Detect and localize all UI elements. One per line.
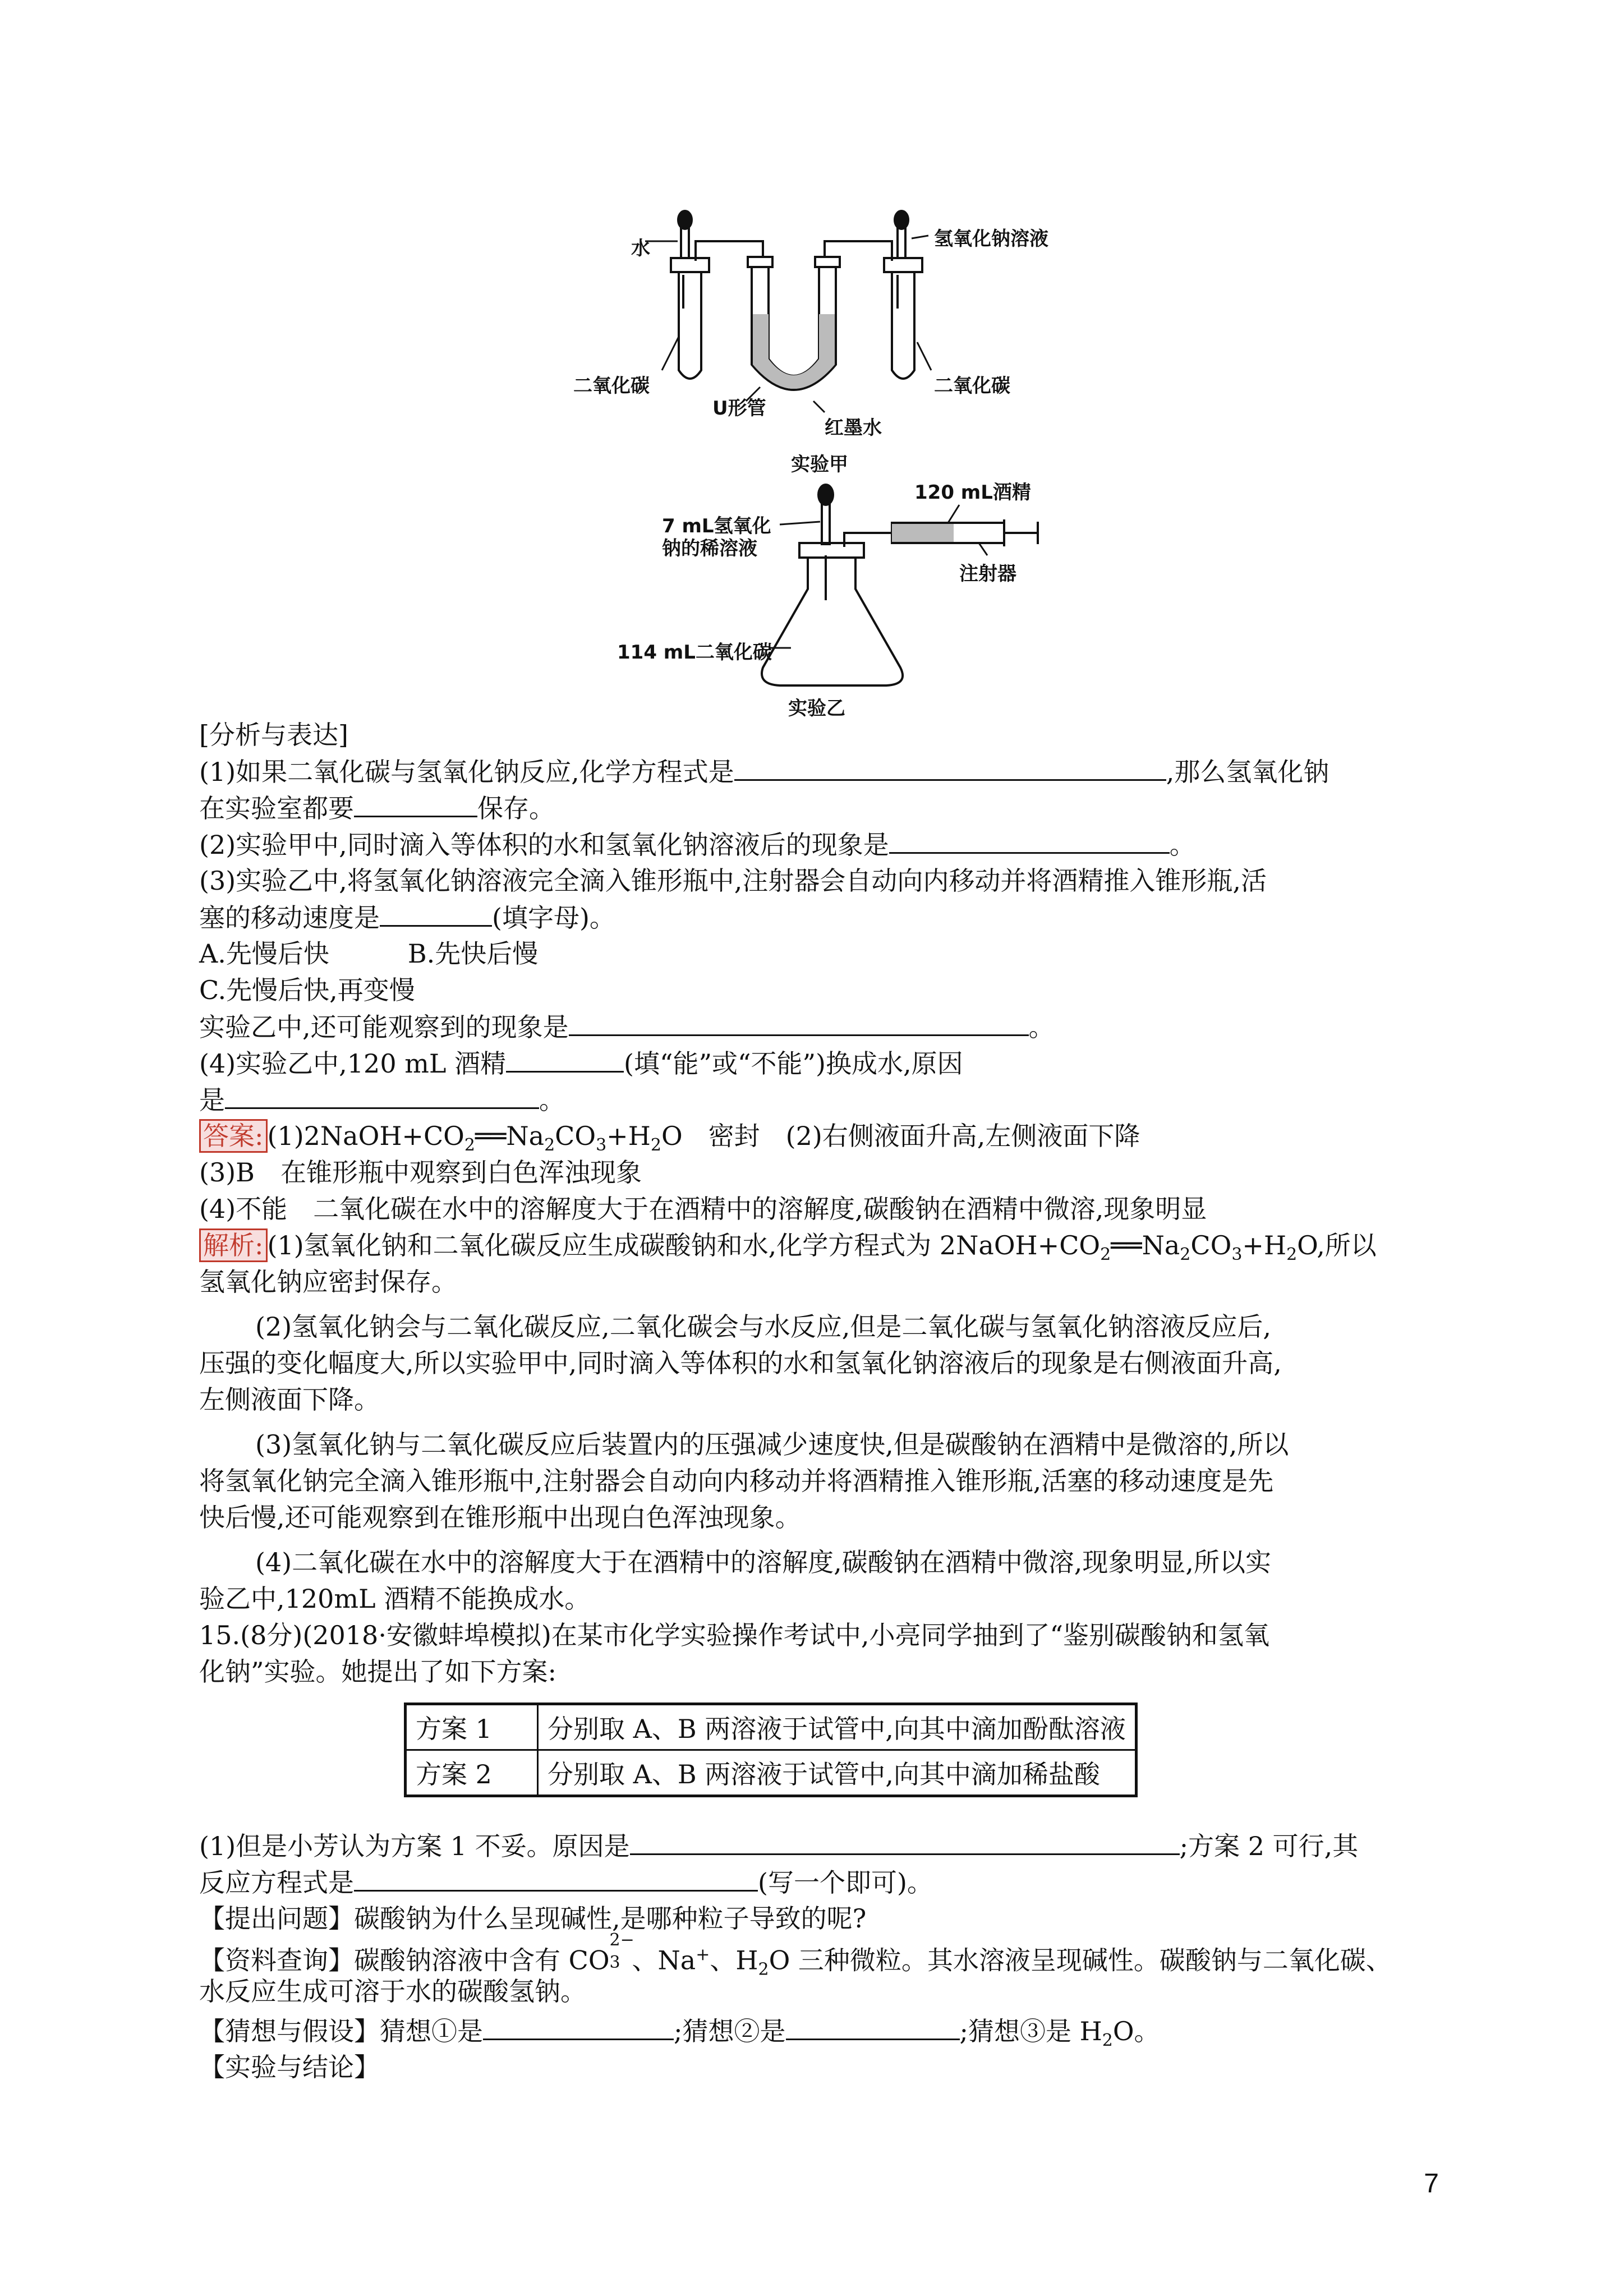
caption-experiment-b: 实验乙 [788, 697, 845, 720]
answer-blank-5[interactable] [569, 1010, 1029, 1036]
question-3-options-ab [199, 937, 538, 970]
question-1-line-2: 在实验室都要 保存。 [199, 791, 555, 825]
caption-experiment-a: 实验甲 [791, 453, 848, 476]
plan-1-desc: 分别取 A、B 两溶液于试管中,向其中滴加酚酞溶液 [538, 1704, 1137, 1750]
question-15-line-1: 15.(8分)(2018·安徽蚌埠模拟)在某市化学实验操作考试中,小亮同学抽到了“鉴别碳酸钠和氢氧 [199, 1620, 1270, 1650]
experiment-conclusion-heading: 【实验与结论】 [199, 2052, 380, 2082]
label-naoh-dilute-1: 7 mL氢氧化 [662, 515, 771, 537]
answer-tag: 答案: [199, 1119, 268, 1153]
label-naoh-solution: 氢氧化钠溶液 [934, 228, 1048, 250]
question-1-line-1: (1)如果二氧化碳与氢氧化钠反应,化学方程式是 ,那么氢氧化钠 [199, 754, 1329, 789]
explanation-p4-line-2: 验乙中,120mL 酒精不能换成水。 [199, 1584, 591, 1614]
question-3-line-1: (3)实验乙中,将氢氧化钠溶液完全滴入锥形瓶中,注射器会自动向内移动并将酒精推入锥形瓶,活 [199, 866, 1267, 896]
answer-blank-10[interactable] [483, 2014, 674, 2040]
answer-line-2: (3)B 在锥形瓶中观察到白色浑浊现象 [199, 1157, 642, 1188]
figure-experiment-b [611, 477, 1060, 718]
answer-blank-9[interactable] [354, 1865, 758, 1892]
label-syringe: 注射器 [959, 563, 1016, 585]
question-4-line-1: (4)实验乙中,120 mL 酒精 (填“能”或“不能”)换成水,原因 [199, 1046, 963, 1080]
label-water: 水 [631, 237, 650, 260]
plan-2-desc: 分别取 A、B 两溶液于试管中,向其中滴加稀盐酸 [538, 1750, 1137, 1796]
question-4-line-2: 是 。 [199, 1083, 565, 1117]
analysis-heading: [分析与表达] [199, 720, 348, 750]
explanation-p4-line-1: (4)二氧化碳在水中的溶解度大于在酒精中的溶解度,碳酸钠在酒精中微溶,现象明显,所以实 [255, 1547, 1272, 1577]
label-u-tube: U形管 [712, 397, 766, 420]
question-3-line-2: 塞的移动速度是 (填字母)。 [199, 900, 615, 935]
answer-blank-8[interactable] [630, 1829, 1180, 1855]
label-red-ink: 红墨水 [825, 417, 882, 439]
hypothesis-line: 【猜想与假设】猜想①是 ;猜想②是 ;猜想③是 $H_2O$。 [199, 2014, 1160, 2058]
page-number: 7 [1424, 2169, 1439, 2198]
answer-blank-4[interactable] [380, 900, 492, 927]
explanation-p3-line-1: (3)氢氧化钠与二氧化碳反应后装置内的压强减少速度快,但是碳酸钠在酒精中是微溶的,所以 [255, 1429, 1289, 1460]
problem-statement: 【提出问题】碳酸钠为什么呈现碱性,是哪种粒子导致的呢? [199, 1903, 867, 1934]
label-alcohol: 120 mL酒精 [914, 481, 1031, 504]
plan-1-label: 方案 1 [406, 1704, 538, 1750]
answer-blank-1[interactable] [734, 754, 1166, 781]
explanation-p3-line-3: 快后慢,还可能观察到在锥形瓶中出现白色浑浊现象。 [199, 1502, 801, 1533]
explanation-p2-line-3: 左侧液面下降。 [199, 1384, 380, 1415]
question-15-sub-1-line-2: 反应方程式是 (写一个即可)。 [199, 1865, 933, 1899]
label-naoh-dilute-2: 钠的稀溶液 [662, 537, 757, 560]
answer-blank-2[interactable] [354, 791, 477, 817]
info-line-1: 【资料查询】碳酸钠溶液中含有 CO 2− 3 、Na+、$H_2O$ 三种微粒。其水溶液呈现碱性。碳酸钠与二氧化碳、 [199, 1930, 1392, 1980]
question-15-line-2: 化钠”实验。她提出了如下方案: [199, 1657, 557, 1687]
info-line-2: 水反应生成可溶于水的碳酸氢钠。 [199, 1976, 586, 2007]
explanation-tag: 解析: [199, 1228, 268, 1262]
explanation-p1-line-2: 氢氧化钠应密封保存。 [199, 1267, 457, 1297]
answer-line-3: (4)不能 二氧化碳在水中的溶解度大于在酒精中的溶解度,碳酸钠在酒精中微溶,现象明显 [199, 1194, 1207, 1224]
table-row [406, 1704, 1137, 1750]
option-c: C.先慢后快,再变慢 [199, 975, 415, 1005]
answer-blank-3[interactable] [889, 827, 1170, 854]
answer-blank-7[interactable] [225, 1083, 539, 1109]
explanation-p3-line-2: 将氢氧化钠完全滴入锥形瓶中,注射器会自动向内移动并将酒精推入锥形瓶,活塞的移动速度是先 [199, 1466, 1274, 1496]
label-co2-volume: 114 mL二氧化碳 [617, 641, 772, 664]
explanation-p2-line-2: 压强的变化幅度大,所以实验甲中,同时滴入等体积的水和氢氧化钠溶液后的现象是右侧液面升高, [199, 1348, 1282, 1378]
question-2: (2)实验甲中,同时滴入等体积的水和氢氧化钠溶液后的现象是 。 [199, 827, 1195, 862]
option-a: A.先慢后快 [199, 938, 329, 969]
label-co2-right: 二氧化碳 [934, 375, 1010, 397]
option-b: B.先快后慢 [407, 938, 539, 969]
explanation-p1-line-1: 解析: (1)氢氧化钠和二氧化碳反应生成碳酸钠和水,化学方程式为 $2NaOH+CO_2══Na_2CO_3+H_2O$,所以 [199, 1228, 1377, 1272]
table-row [406, 1750, 1137, 1796]
plan-2-label: 方案 2 [406, 1750, 538, 1796]
question-3-line-3: 实验乙中,还可能观察到的现象是 。 [199, 1010, 1055, 1044]
explanation-p2-line-1: (2)氢氧化钠会与二氧化碳反应,二氧化碳会与水反应,但是二氧化碳与氢氧化钠溶液反应后, [255, 1312, 1272, 1342]
question-15-sub-1-line-1: (1)但是小芳认为方案 1 不妥。原因是 ;方案 2 可行,其 [199, 1829, 1358, 1863]
label-co2-left: 二氧化碳 [573, 375, 650, 397]
plan-table [404, 1703, 1138, 1797]
answer-blank-11[interactable] [786, 2014, 960, 2040]
answer-blank-6[interactable] [506, 1046, 624, 1073]
answer-line-1: 答案: $(1)2NaOH+CO_2══Na_2CO_3+H_2O$ 密封 (2)右侧液面升高,左侧液面下降 [199, 1119, 1140, 1162]
figure-experiment-a [561, 185, 1066, 477]
